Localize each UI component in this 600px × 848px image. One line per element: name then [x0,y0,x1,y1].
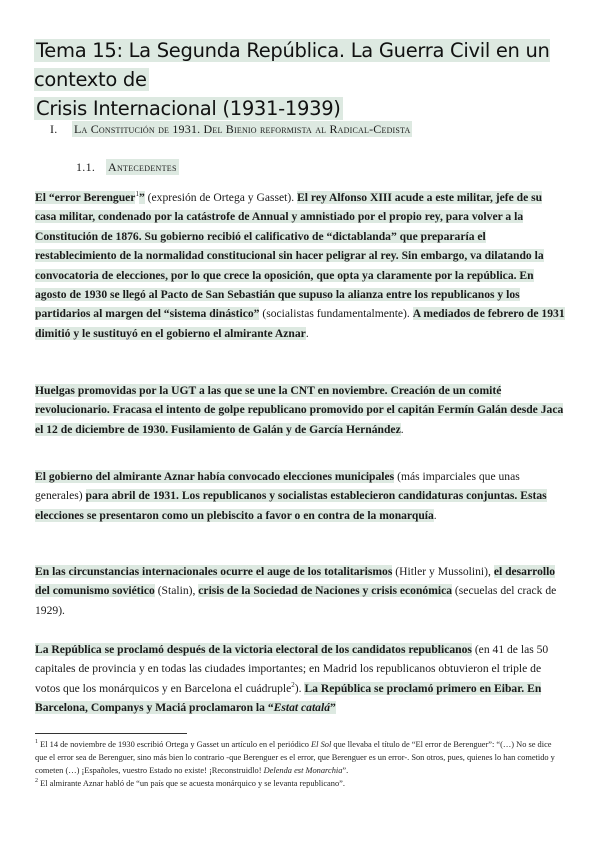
p1-s1: El “error Berenguer [35,191,136,204]
footnotes [35,738,565,790]
p4-s3: el desarrollo del comunismo soviético [35,565,556,598]
p5-s3: ). [294,681,305,695]
section-heading [50,122,570,137]
p4-s5: crisis de la Sociedad de Naciones y crisis económica [198,584,453,598]
footnote-1-latin: Delenda est Monarchia [263,766,343,775]
subsection-number: 1.1. [76,160,96,174]
p5-s6: ” [330,701,336,715]
p5-s2: (en 41 de las 50 capitales de provincia y en todas las ciudades importantes; en Madrid los republicanos obtuvieron el triple de votos que los monárquicos y en Barcelona el cuádruple [35,643,549,695]
p4-s2: (Hitler y Mussolini), [392,565,494,578]
p3-s2: (más imparciales que unas generales) [35,470,520,503]
subsection-title: Antecedentes [108,160,177,174]
footnote-1-marker: 1 [35,739,38,746]
p3-s3: para abril de 1931. Los republicanos y socialistas establecieron candidaturas conjuntas. Estas elecciones se presentaron como un plebiscito a favor o en contra de la monarquía [35,489,547,522]
p3-s1: El gobierno del almirante Aznar había convocado elecciones municipales [35,470,395,483]
title-line-2: Crisis Internacional (1931-1939) [36,97,341,120]
subsection-heading [76,160,556,175]
p2-s1: Huelgas promovidas por la UGT a las que se une la CNT en noviembre. Creación de un comité revolucionario. Fracasa el intento de golpe republicano promovido por el capitán Fermín Galán desde Jaca el 12 de diciembre de 1930. Fusilamiento de Galán y de García Hernández [35,384,564,436]
footnote-2-text: El almirante Aznar habló de “un país que se acuesta monárquico y se levanta republicano”. [38,779,345,788]
p1-s1-tail: ” [138,191,145,204]
paragraph-3 [35,467,565,525]
paragraph-5 [35,640,565,718]
p4-s6: (secuelas del crack de 1929). [35,584,557,617]
footnote-1-a: El 14 de noviembre de 1930 escribió Ortega y Gasset un artículo en el periódico [38,740,312,749]
footnote-2-marker: 2 [35,778,38,785]
section-title: La Constitución de 1931. Del Bienio reformista al Radical-Cedista [74,122,411,136]
p1-s5: A mediados de febrero de 1931 dimitió y le sustituyó en el gobierno el almirante Aznar [35,307,565,340]
footnote-ref-1[interactable]: 1 [135,190,139,199]
footnote-ref-2[interactable]: 2 [291,680,295,689]
p5-s4: La República se proclamó primero en Eibar. En Barcelona, Companys y Maciá proclamaron la “ [35,681,542,715]
footnote-divider [35,733,187,734]
p5-s1: La República se proclamó después de la victoria electoral de los candidatos republicanos [35,643,472,656]
footnote-1-c: ”. [342,766,349,775]
p4-s1: En las circunstancias internacionales ocurre el auge de los totalitarismos [35,565,393,578]
footnote-1-b: que llevaba el título de “El error de Berenguer”: “(…) No se dice que el error sea de Berenguer, sino más bien lo contrario -que Berenguer es el error, que Berenguer es un error-. Son otros, pues, quienes lo han cometido y cometen (…) ¡Españoles, vuestro Estado no existe! ¡Reconstruidlo! [35,740,555,775]
footnote-1 [35,738,565,777]
p1-s6: . [305,326,309,340]
page-title [34,36,574,123]
p3-s4: . [433,508,437,522]
p2-s2: . [400,422,404,436]
p1-s3: El rey Alfonso XIII acude a este militar, jefe de su casa militar, condenado por la catástrofe de Annual y amnistiado por el propio rey, para volver a la Constitución de 1876. Su gobierno recibió el calificativo de “dictablanda” que prepararía el restablecimiento de la normalidad constitucional sin hacer peligrar al rey. Sin embargo, va dilatando la convocatoria de elecciones, por lo que crece la oposición, que opta ya claramente por la república. En agosto de 1930 se llegó al Pacto de San Sebastián que supuso la alianza entre los republicanos y los partidarios al margen del “sistema dinástico” [35,191,544,321]
paragraph-2 [35,381,565,439]
p1-s4: (socialistas fundamentalmente). [259,307,413,321]
paragraph-1 [35,188,565,343]
section-number: I. [50,122,58,136]
paragraph-4 [35,562,565,620]
footnote-2 [35,777,565,790]
footnote-1-paper: El Sol [311,740,332,749]
p5-s5: Estat catalá [273,701,331,715]
p4-s4: (Stalin), [154,584,199,598]
title-line-1: Tema 15: La Segunda República. La Guerra Civil en un contexto de [34,39,550,91]
p1-s2: (expresión de Ortega y Gasset). [144,191,298,204]
